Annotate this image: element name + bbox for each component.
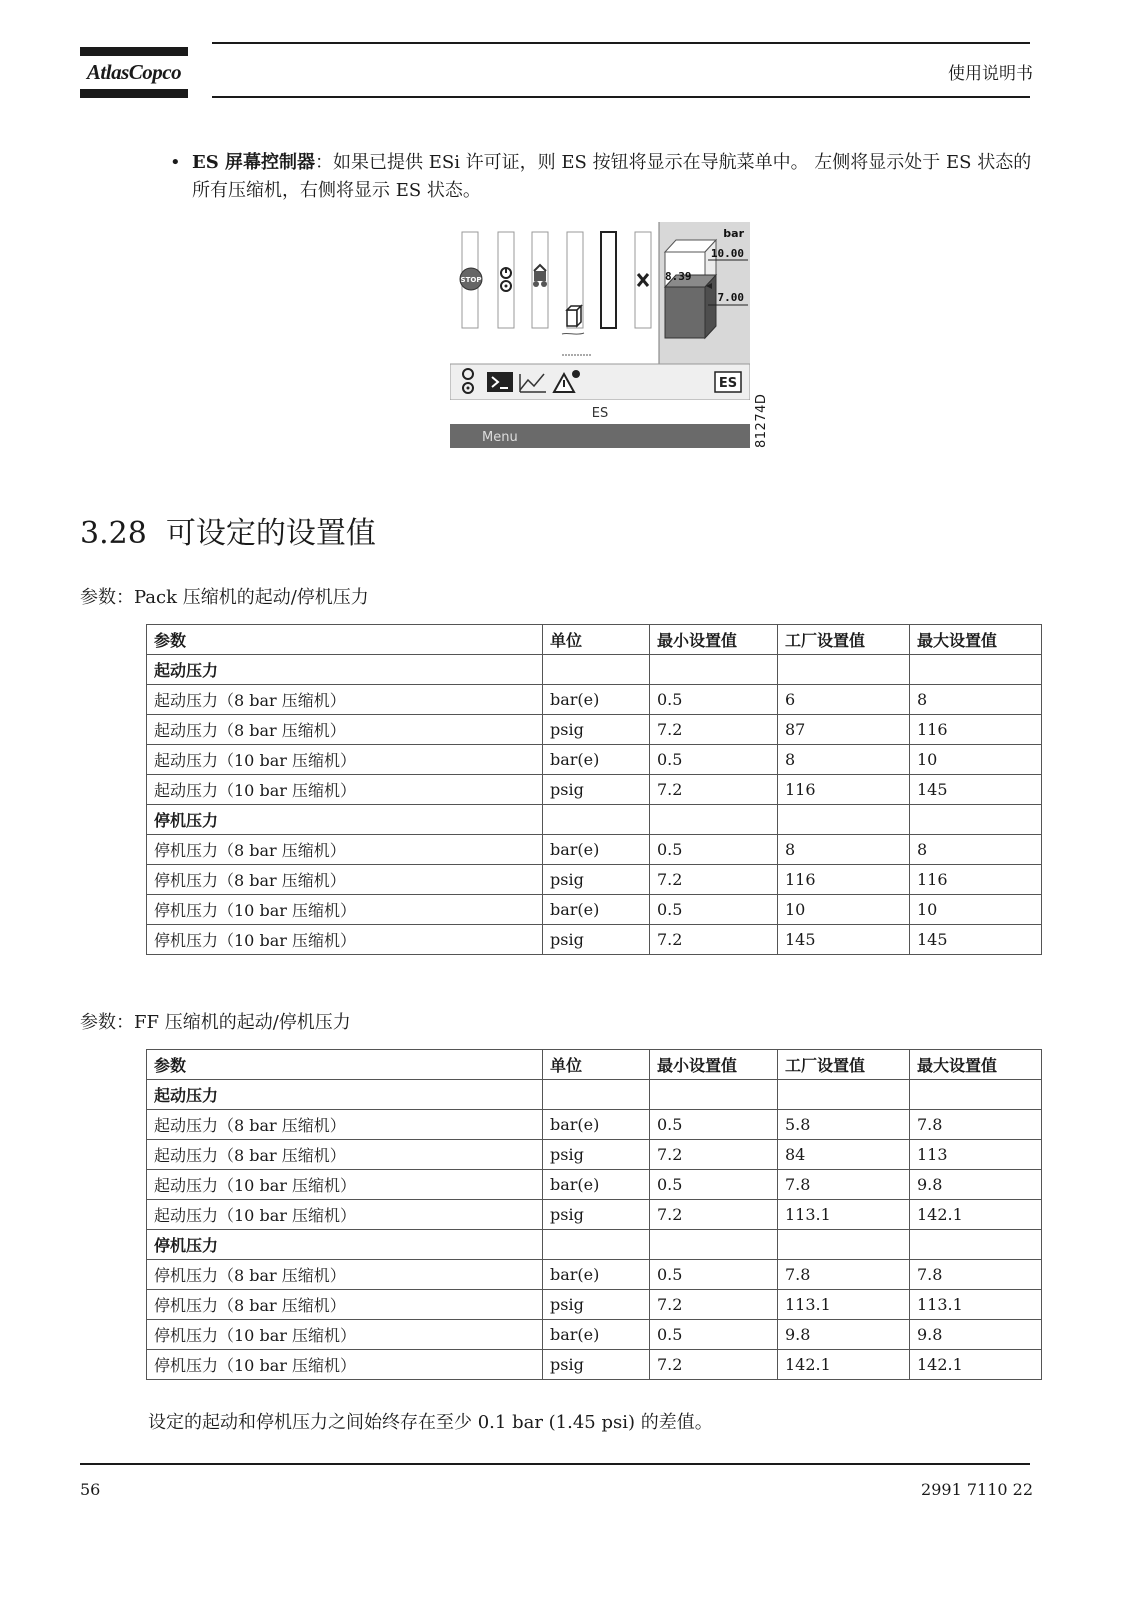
table-cell: 8 (910, 685, 1042, 715)
table-cell: 7.8 (778, 1170, 910, 1200)
table-cell: 84 (778, 1140, 910, 1170)
table-cell: 5.8 (778, 1110, 910, 1140)
table-cell: bar(e) (543, 745, 650, 775)
table-cell: 9.8 (778, 1320, 910, 1350)
header-title: 使用说明书 (948, 64, 1033, 84)
nav-es-button (715, 372, 741, 392)
table-cell (910, 655, 1042, 685)
column-header: 最大设置值 (910, 1050, 1042, 1080)
table-cell: 起动压力（10 bar 压缩机） (147, 775, 543, 805)
table-row (147, 865, 1042, 895)
column-header: 工厂设置值 (778, 625, 910, 655)
table-row (147, 775, 1042, 805)
table-cell: 起动压力（8 bar 压缩机） (147, 685, 543, 715)
table-cell: 6 (778, 685, 910, 715)
bullet-text (192, 149, 1042, 205)
table-cell (910, 1080, 1042, 1110)
load-cube-icon (562, 306, 584, 334)
table-group-row (147, 1080, 1042, 1110)
table-cell: 8 (778, 745, 910, 775)
table-cell: psig (543, 865, 650, 895)
table-cell: 7.8 (910, 1110, 1042, 1140)
table-cell: 起动压力（8 bar 压缩机） (147, 715, 543, 745)
logo-bar-top (80, 47, 188, 56)
table-cell: 10 (778, 895, 910, 925)
stop-icon-label: STOP (460, 276, 482, 284)
table-cell: 0.5 (650, 1320, 778, 1350)
max-pressure-value: 10.00 (710, 247, 744, 260)
table-cell (778, 805, 910, 835)
table-row (147, 1200, 1042, 1230)
table-row (147, 925, 1042, 955)
table-cell: bar(e) (543, 1320, 650, 1350)
table-cell (778, 1080, 910, 1110)
table-cell: 9.8 (910, 1320, 1042, 1350)
table-cell: 116 (910, 865, 1042, 895)
table-row (147, 745, 1042, 775)
table-cell: 10 (910, 895, 1042, 925)
compressor-bar-5 (601, 232, 616, 328)
table-row (147, 1320, 1042, 1350)
table-cell: 7.2 (650, 1290, 778, 1320)
table-cell: psig (543, 1140, 650, 1170)
table-cell: 起动压力 (147, 1080, 543, 1110)
table-cell: bar(e) (543, 1260, 650, 1290)
table-cell: 113.1 (910, 1290, 1042, 1320)
table-row (147, 715, 1042, 745)
column-header: 最小设置值 (650, 1050, 778, 1080)
table-group-row (147, 1230, 1042, 1260)
table-cell: bar(e) (543, 835, 650, 865)
table-cell: 7.2 (650, 1200, 778, 1230)
table-cell: psig (543, 715, 650, 745)
table-cell (650, 1230, 778, 1260)
table-cell: psig (543, 775, 650, 805)
table-cell: 8 (778, 835, 910, 865)
table-cell (910, 805, 1042, 835)
table-cell: 10 (910, 745, 1042, 775)
screen-title: ES (591, 406, 609, 421)
menu-label: Menu (482, 430, 518, 445)
table-cell: 7.2 (650, 1350, 778, 1380)
table-cell: 8 (910, 835, 1042, 865)
table-cell: 7.8 (778, 1260, 910, 1290)
table-cell: 停机压力（10 bar 压缩机） (147, 925, 543, 955)
column-header: 单位 (543, 1050, 650, 1080)
table-cell: 7.8 (910, 1260, 1042, 1290)
table-cell: 停机压力 (147, 1230, 543, 1260)
table-cell: 142.1 (910, 1350, 1042, 1380)
es-screen-figure (450, 222, 750, 450)
bullet-marker: • (170, 152, 181, 173)
table-cell: 7.2 (650, 775, 778, 805)
column-header: 单位 (543, 625, 650, 655)
table-cell: 停机压力（8 bar 压缩机） (147, 1290, 543, 1320)
bullet-body: ：如果已提供 ESi 许可证，则 ES 按钮将显示在导航菜单中。 左侧将显示处于 ES 状态的所有压缩机，右侧将显示 ES 状态。 (192, 152, 1032, 201)
column-header: 参数 (147, 1050, 543, 1080)
table-row (147, 1260, 1042, 1290)
table-cell: bar(e) (543, 1110, 650, 1140)
table-cell: 起动压力（8 bar 压缩机） (147, 1110, 543, 1140)
table-row (147, 1110, 1042, 1140)
table-cell: 116 (778, 865, 910, 895)
column-header: 参数 (147, 625, 543, 655)
table-group-row (147, 805, 1042, 835)
pressure-unit: bar (723, 227, 744, 240)
table-cell (650, 805, 778, 835)
table-cell: bar(e) (543, 1170, 650, 1200)
table-cell: 停机压力（8 bar 压缩机） (147, 1260, 543, 1290)
nav-terminal-icon (487, 372, 513, 392)
table-cell: 起动压力（10 bar 压缩机） (147, 1200, 543, 1230)
table-cell: 142.1 (778, 1350, 910, 1380)
table-cell: 0.5 (650, 685, 778, 715)
table-cell: 停机压力（10 bar 压缩机） (147, 1320, 543, 1350)
table-cell: psig (543, 1200, 650, 1230)
table-cell: 7.2 (650, 1140, 778, 1170)
table-row (147, 1290, 1042, 1320)
table-cell (543, 655, 650, 685)
table-cell: 停机压力（10 bar 压缩机） (147, 1350, 543, 1380)
table-cell: 起动压力（8 bar 压缩机） (147, 1140, 543, 1170)
table-cell: 0.5 (650, 1110, 778, 1140)
table-cell: 9.8 (910, 1170, 1042, 1200)
table-cell: 起动压力 (147, 655, 543, 685)
table-cell: 7.2 (650, 865, 778, 895)
header-rule-top (212, 42, 1030, 44)
table-cell: 145 (910, 925, 1042, 955)
table-cell: 起动压力（10 bar 压缩机） (147, 745, 543, 775)
table-cell: 停机压力（8 bar 压缩机） (147, 865, 543, 895)
table-row (147, 835, 1042, 865)
table-cell: 0.5 (650, 1170, 778, 1200)
header-rule-bottom (212, 96, 1030, 98)
table-cell: 起动压力（10 bar 压缩机） (147, 1170, 543, 1200)
table-cell: psig (543, 925, 650, 955)
table-header-row (147, 1050, 1042, 1080)
column-header: 最小设置值 (650, 625, 778, 655)
table-cell (778, 1230, 910, 1260)
pressure-difference-note: 设定的起动和停机压力之间始终存在至少 0.1 bar (1.45 psi) 的差值。 (148, 1412, 713, 1433)
es-screen-svg (450, 222, 750, 450)
column-header: 最大设置值 (910, 625, 1042, 655)
table-cell: 142.1 (910, 1200, 1042, 1230)
table-cell: 0.5 (650, 1260, 778, 1290)
table-row (147, 1350, 1042, 1380)
table-cell: 145 (910, 775, 1042, 805)
table-cell (543, 1230, 650, 1260)
section-title-text: 可设定的设置值 (165, 516, 376, 551)
nav-es-label: ES (718, 376, 738, 391)
table-cell: 113.1 (778, 1290, 910, 1320)
table-cell: 116 (910, 715, 1042, 745)
table-row (147, 895, 1042, 925)
table-cell: 停机压力（10 bar 压缩机） (147, 895, 543, 925)
table-cell (650, 655, 778, 685)
document-number: 2991 7110 22 (921, 1480, 1033, 1499)
table-cell: 7.2 (650, 925, 778, 955)
ff-pressure-table (146, 1049, 1042, 1380)
current-pressure-value: 8.39 (665, 270, 692, 283)
table-cell: 0.5 (650, 745, 778, 775)
table-row (147, 685, 1042, 715)
table-cell (543, 805, 650, 835)
table-cell: 145 (778, 925, 910, 955)
min-pressure-value: 7.00 (717, 291, 744, 304)
table-header-row (147, 625, 1042, 655)
table-cell (543, 1080, 650, 1110)
table-cell (778, 655, 910, 685)
table-group-row (147, 655, 1042, 685)
table-cell (650, 1080, 778, 1110)
pack-pressure-table (146, 624, 1042, 955)
table-cell: 7.2 (650, 715, 778, 745)
table-row (147, 1140, 1042, 1170)
table-cell: 116 (778, 775, 910, 805)
bullet-lead: ES 屏幕控制器 (192, 152, 315, 173)
table2-caption: 参数：FF 压缩机的起动/停机压力 (80, 1012, 351, 1033)
column-header: 工厂设置值 (778, 1050, 910, 1080)
table-cell: bar(e) (543, 895, 650, 925)
table-cell: psig (543, 1290, 650, 1320)
table-cell: 113 (910, 1140, 1042, 1170)
table-cell: psig (543, 1350, 650, 1380)
table-cell: 停机压力 (147, 805, 543, 835)
table-cell: 0.5 (650, 895, 778, 925)
pressure-cube (665, 240, 716, 338)
section-title (80, 508, 376, 552)
table-row (147, 1170, 1042, 1200)
table1-caption: 参数：Pack 压缩机的起动/停机压力 (80, 587, 369, 608)
table-cell: 87 (778, 715, 910, 745)
logo-bar-bottom (80, 89, 188, 98)
figure-number: 81274D (754, 393, 769, 448)
atlas-copco-logo: AtlasCopco (86, 60, 182, 84)
table-cell: 113.1 (778, 1200, 910, 1230)
table-cell (910, 1230, 1042, 1260)
table-cell: bar(e) (543, 685, 650, 715)
footer-rule (80, 1463, 1030, 1465)
table-cell: 停机压力（8 bar 压缩机） (147, 835, 543, 865)
page-number: 56 (80, 1480, 101, 1499)
section-number: 3.28 (80, 516, 147, 551)
table-cell: 0.5 (650, 835, 778, 865)
